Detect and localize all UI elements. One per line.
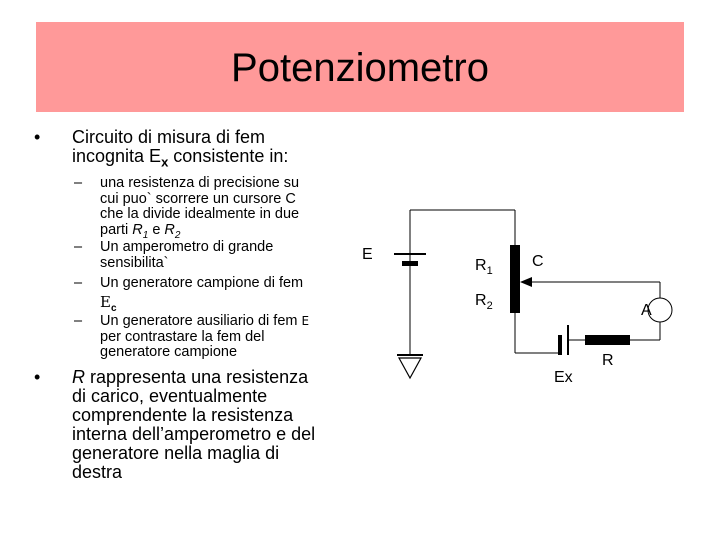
label-e: E bbox=[362, 246, 373, 263]
label-ex: Ex bbox=[554, 369, 573, 386]
ground-icon bbox=[399, 358, 421, 378]
potentiometer-resistor bbox=[510, 245, 520, 313]
sub-line: Un generatore campione di fem bbox=[100, 275, 304, 291]
bullet-line: destra bbox=[72, 462, 123, 482]
label-a: A bbox=[641, 302, 652, 319]
subscript: c bbox=[110, 302, 117, 314]
text: incognita E bbox=[72, 146, 162, 166]
text: e bbox=[148, 221, 165, 238]
text: parti bbox=[100, 221, 133, 238]
sub-line: generatore campione bbox=[100, 344, 238, 360]
dash: – bbox=[74, 275, 83, 291]
label-c: C bbox=[532, 253, 544, 270]
label-r1 bbox=[475, 257, 493, 277]
sub-line: cui puo` scorrere un cursore C bbox=[100, 190, 296, 207]
battery-ex-short-plate bbox=[558, 335, 562, 355]
r2-symbol: R bbox=[164, 221, 175, 238]
cursor-arrow-icon bbox=[520, 277, 532, 287]
subscript: 2 bbox=[174, 229, 181, 241]
subscript: 1 bbox=[142, 229, 149, 241]
bullet-line: di carico, eventualmente bbox=[72, 386, 268, 406]
label-r2 bbox=[475, 292, 493, 312]
bullet-dot: • bbox=[34, 367, 41, 387]
bullet-line: interna dell’amperometro e del bbox=[72, 424, 316, 444]
bullet-dot: • bbox=[34, 127, 41, 147]
slide-title: Potenziometro bbox=[231, 46, 489, 90]
ec-symbol: E bbox=[100, 292, 111, 311]
r2-letter: R bbox=[475, 292, 487, 309]
sub-line: una resistenza di precisione su bbox=[100, 175, 300, 191]
sub-line: Un amperometro di grande bbox=[100, 239, 274, 255]
text: rappresenta una resistenza bbox=[85, 367, 309, 387]
bullet-line: generatore nella maglia di bbox=[72, 443, 280, 463]
sub-line: per contrastare la fem del bbox=[100, 328, 265, 345]
subscript: x bbox=[161, 154, 169, 170]
r1-letter: R bbox=[475, 257, 487, 274]
label-r: R bbox=[602, 352, 614, 369]
bullet-line: Circuito di misura di fem bbox=[72, 127, 266, 147]
bullet-line: comprendente la resistenza bbox=[72, 405, 294, 425]
dash: – bbox=[74, 175, 83, 191]
e-symbol: E bbox=[301, 314, 310, 328]
r1-symbol: R bbox=[132, 221, 143, 238]
load-resistor bbox=[585, 335, 630, 345]
r2-subscript: 2 bbox=[486, 300, 493, 312]
dash: – bbox=[74, 239, 83, 255]
r1-subscript: 1 bbox=[486, 265, 493, 277]
text: Un generatore ausiliario di fem bbox=[100, 313, 302, 329]
dash: – bbox=[74, 313, 83, 329]
text: consistente in: bbox=[168, 146, 289, 166]
sub-line: che la divide idealmente in due bbox=[100, 206, 300, 222]
battery-e-short-plate bbox=[402, 261, 418, 266]
r-symbol: R bbox=[72, 367, 85, 387]
sub-line: sensibilita` bbox=[100, 254, 169, 271]
